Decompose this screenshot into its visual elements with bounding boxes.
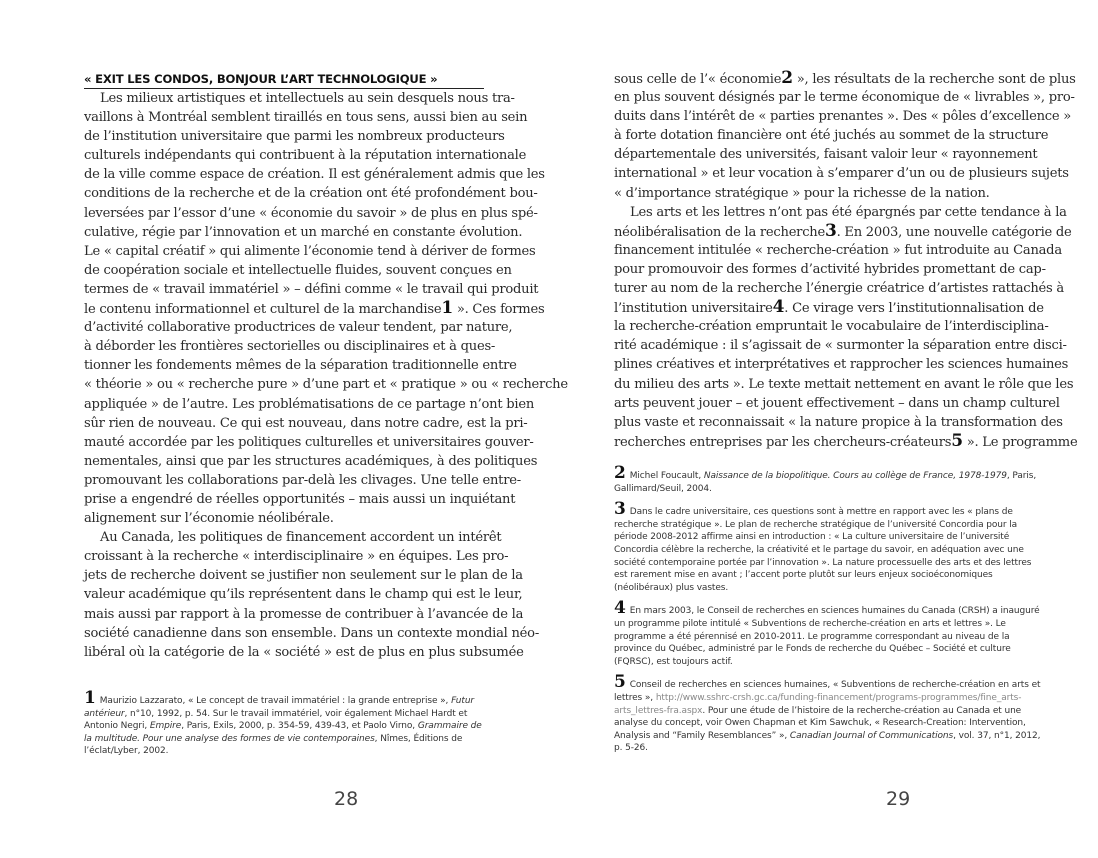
footnote-ref: 3: [824, 220, 837, 241]
text-line: [84, 624, 539, 643]
footnote-number: 5: [614, 672, 626, 693]
footnote-text: , n°10, 1992, p. 54. Sur le travail immatériel, voir également Michael Hardt et Antonio Negri,: [84, 708, 468, 732]
text-line: [614, 241, 1062, 260]
footnote-number: 3: [614, 499, 626, 520]
text-line: [84, 146, 527, 165]
text-line: [614, 413, 1063, 432]
text-line: [84, 433, 534, 452]
text-line: [84, 471, 521, 490]
right-footnotes: [614, 463, 1044, 763]
footnote-text: Michel Foucault,: [629, 471, 704, 481]
text-line: [84, 127, 505, 146]
line-text: culative, régie par l’innovation et un marché en constante évolution.: [84, 224, 523, 240]
line-text: . En 2003, une nouvelle catégorie de: [836, 224, 1072, 240]
line-text: plines créatives et interprétatives et rapprocher les sciences humaines: [614, 357, 1069, 373]
footnote-text: , Paris, Gallimard/Seuil, 2004.: [614, 471, 1037, 494]
line-text: », les résultats de la recherche sont de plus: [792, 72, 1076, 87]
text-line: [84, 242, 536, 261]
right-page-body: [614, 68, 1078, 451]
line-text: prise a engendré de réelles opportunités – mais aussi un inquiétant: [84, 491, 516, 507]
footnote: [614, 499, 1044, 594]
text-line: [84, 89, 515, 108]
text-line: [84, 528, 502, 547]
footnote: [614, 598, 1044, 668]
footnote-text: Naissance de la biopolitique. Cours au collège de France, 1978-1979: [703, 471, 1007, 481]
footnote-ref: 5: [951, 430, 963, 451]
line-text: le contenu informationnel et culturel de la marchandise: [84, 302, 442, 318]
body-text: [84, 89, 568, 662]
text-line: [84, 356, 517, 375]
footnote-ref: 4: [772, 297, 785, 318]
text-line: [84, 108, 528, 127]
line-text: en plus souvent désignés par le terme économique de « livrables », pro-: [614, 90, 1075, 106]
line-text: de l’institution universitaire que parmi les nombreux producteurs: [84, 129, 505, 145]
line-text: valeur académique qu’ils représentent dans le champ qui est le leur,: [84, 587, 523, 603]
footnote-text: En mars 2003, le Conseil de recherches en sciences humaines du Canada (CRSH) a inauguré un programme pilote intitulé « Subventions de recherche-création en arts et lettres ». Le programme a été pérennisé en 2010-2011. Le programme correspondant au niveau de la province du Québec, administré par le Fonds de recherche du Québec – Société et culture (FQRSC), est toujours actif.: [614, 606, 1040, 667]
line-text: appliquée » de l’autre. Les problématisations de ce partage n’ont bien: [84, 396, 535, 412]
text-line: [614, 279, 1064, 298]
line-text: sûr rien de nouveau. Ce qui est nouveau, dans notre cadre, est la pri-: [84, 415, 528, 431]
text-line: [84, 643, 524, 662]
line-text: de la ville comme espace de création. Il est généralement admis que les: [84, 167, 545, 183]
line-text: leversées par l’essor d’une « économie du savoir » de plus en plus spé-: [84, 205, 538, 221]
line-text: nementales, ainsi que par les structures académiques, à des politiques: [84, 453, 538, 469]
line-text: alignement sur l’économie néolibérale.: [84, 511, 334, 527]
text-line: [84, 414, 528, 433]
text-line: [614, 336, 1067, 355]
text-line: [84, 165, 545, 184]
line-text: Au Canada, les politiques de financement accordent un intérêt: [100, 530, 502, 546]
text-line: [614, 430, 1078, 451]
line-text: duits dans l’intérêt de « parties prenantes ». Des « pôles d’excellence »: [614, 109, 1072, 125]
line-text: libéral où la catégorie de la « société » est de plus en plus subsumée: [84, 644, 524, 660]
text-line: [614, 145, 1037, 164]
line-text: Le « capital créatif » qui alimente l’économie tend à dériver de formes: [84, 243, 536, 259]
text-line: [614, 297, 1044, 318]
line-text: « théorie » ou « recherche pure » d’une part et « pratique » ou « recherche: [84, 377, 568, 393]
line-text: Les arts et les lettres n’ont pas été épargnés par cette tendance à la: [630, 204, 1067, 220]
line-text: termes de « travail immatériel » – défini comme « le travail qui produit: [84, 281, 539, 297]
line-text: croissant à la recherche « interdisciplinaire » en équipes. Les pro-: [84, 549, 509, 565]
section-heading: « EXIT LES CONDOS, BONJOUR L’ART TECHNOLOGIQUE »: [84, 72, 484, 89]
line-text: jets de recherche doivent se justifier non seulement sur le plan de la: [84, 568, 523, 584]
line-text: « d’importance stratégique » pour la richesse de la nation.: [614, 185, 990, 201]
text-line: [84, 566, 523, 585]
line-text: mais aussi par rapport à la promesse de contribuer à l’avancée de la: [84, 606, 524, 622]
footnote: [614, 463, 1044, 495]
footnote-text: Futur antérieur: [84, 696, 475, 719]
left-page-body: [84, 72, 568, 662]
text-line: [84, 318, 513, 337]
line-text: sous celle de l’« économie: [614, 72, 782, 87]
line-text: plus vaste et reconnaissait « la nature propice à la transformation des: [614, 414, 1063, 430]
line-text: financement intitulée « recherche-création » fut introduite au Canada: [614, 242, 1062, 258]
page-number-left: 28: [334, 788, 359, 810]
text-line: [84, 261, 512, 280]
line-text: société canadienne dans son ensemble. Dans un contexte mondial néo-: [84, 625, 539, 641]
line-text: ». Ces formes: [452, 302, 545, 318]
text-line: [614, 88, 1075, 107]
footnote-number: 4: [614, 598, 626, 619]
text-line: [84, 585, 523, 604]
footnote-link[interactable]: http://www.sshrc-crsh.gc.ca/funding-financement/programs-programmes/fine_arts-arts_lettres-fra.aspx: [614, 692, 1022, 716]
line-text: Les milieux artistiques et intellectuels au sein desquels nous tra-: [100, 91, 515, 106]
footnote-ref: 1: [441, 298, 453, 319]
text-line: [84, 395, 535, 414]
text-line: [614, 394, 1060, 413]
footnote-text: Canadian Journal of Communications: [789, 730, 954, 741]
line-text: du milieu des arts ». Le texte mettait nettement en avant le rôle que les: [614, 376, 1074, 392]
footnote-text: Maurizio Lazzarato, « Le concept de travail immatériel : la grande entreprise »,: [99, 696, 452, 706]
footnote-number: 1: [84, 688, 96, 708]
line-text: néolibéralisation de la recherche: [614, 224, 825, 240]
footnote-number: 2: [614, 463, 626, 483]
footnote-text: Empire: [149, 721, 182, 732]
page-number-right: 29: [886, 788, 911, 810]
line-text: de coopération sociale et intellectuelle fluides, souvent conçues en: [84, 262, 512, 278]
left-footnotes: [84, 688, 484, 766]
line-text: pour promouvoir des formes d’activité hybrides promettant de cap-: [614, 261, 1046, 277]
text-line: [614, 260, 1046, 279]
text-line: [84, 280, 539, 299]
line-text: rité académique : il s’agissait de « surmonter la séparation entre disci-: [614, 338, 1067, 354]
line-text: turer au nom de la recherche l’énergie créatrice d’artistes rattachés à: [614, 281, 1064, 297]
text-line: [614, 184, 1037, 203]
text-line: [614, 355, 1069, 374]
text-line: [614, 375, 1074, 394]
line-text: mauté accordée par les politiques culturelles et universitaires gouver-: [84, 434, 534, 450]
text-line: [614, 317, 1049, 336]
text-line: [614, 164, 1069, 183]
footnote-text: , Nîmes, Éditions de l’éclat/Lyber, 2002.: [84, 733, 463, 757]
text-line: [614, 220, 1072, 241]
text-line: [84, 547, 509, 566]
line-text: promouvant les collaborations par-delà les clivages. Une telle entre-: [84, 472, 521, 488]
text-line: [614, 126, 1049, 145]
line-text: international » et leur vocation à s’emparer d’un ou de plusieurs sujets: [614, 166, 1069, 182]
line-text: recherches entreprises par les chercheurs-créateurs: [614, 434, 952, 450]
text-line: [84, 337, 496, 356]
footnote: [614, 672, 1044, 755]
text-line: [614, 68, 1076, 88]
footnote-text: Dans le cadre universitaire, ces questions sont à mettre en rapport avec les « plans de recherche stratégique ». Le plan de recherche stratégique de l’université Concordia pour la période 2008-2012 affirme ainsi en introduction : « La culture universitaire de l’université Concordia célèbre la recherche, la créativité et le partage du savoir, en adéquation avec une société contemporaine portée par l’innovation ». La nature processuelle des arts et des lettres est rarement mise en avant ; l’accent porte plutôt sur leurs enjeux socioéconomiques (néolibéraux) plus vastes.: [614, 507, 1032, 593]
line-text: tionner les fondements mêmes de la séparation traditionnelle entre: [84, 358, 517, 374]
line-text: l’institution universitaire: [614, 301, 773, 317]
body-text: [614, 68, 1078, 451]
line-text: à forte dotation financière ont été juchés au sommet de la structure: [614, 128, 1049, 144]
text-line: [84, 375, 568, 394]
footnote-text: Grammaire de la multitude. Pour une analyse des formes de vie contemporaines: [84, 721, 482, 744]
footnote-text: . Pour une étude de l’histoire de la recherche-création au Canada et une analyse du concept, voir Owen Chapman et Kim Sawchuk, « Research-Creation: Intervention, Analysis and “Family Resemblances” »,: [614, 705, 1026, 741]
footnote-text: , Paris, Exils, 2000, p. 354-59, 439-43, et Paolo Virno,: [181, 721, 418, 732]
line-text: culturels indépendants qui contribuent à la réputation internationale: [84, 148, 527, 164]
line-text: d’activité collaborative productrices de valeur tendent, par nature,: [84, 320, 513, 336]
line-text: vaillons à Montréal semblent tiraillés en tous sens, aussi bien au sein: [84, 110, 528, 126]
text-line: [84, 509, 484, 528]
text-line: [84, 223, 523, 242]
line-text: ». Le programme: [962, 434, 1078, 450]
footnote-ref: 2: [781, 68, 793, 88]
line-text: conditions de la recherche et de la création ont été profondément bou-: [84, 186, 538, 202]
text-line: [614, 203, 1067, 222]
text-line: [84, 490, 516, 509]
text-line: [84, 184, 538, 203]
text-line: [84, 452, 538, 471]
text-line: [614, 107, 1072, 126]
line-text: départementale des universités, faisant valoir leur « rayonnement: [614, 147, 1038, 163]
line-text: la recherche-création empruntait le vocabulaire de l’interdisciplina-: [614, 319, 1049, 335]
line-text: arts peuvent jouer – et jouent effectivement – dans un champ culturel: [614, 395, 1060, 411]
line-text: à déborder les frontières sectorielles ou disciplinaires et à ques-: [84, 339, 496, 355]
footnote-text: Conseil de recherches en sciences humaines, « Subventions de recherche-création en arts et lettres »,: [614, 680, 1041, 703]
text-line: [84, 298, 545, 319]
footnote: [84, 688, 484, 758]
text-line: [84, 605, 524, 624]
line-text: . Ce virage vers l’institutionnalisation de: [784, 301, 1044, 317]
text-line: [84, 204, 538, 223]
footnote-text: , vol. 37, n°1, 2012, p. 5-26.: [614, 730, 1041, 754]
